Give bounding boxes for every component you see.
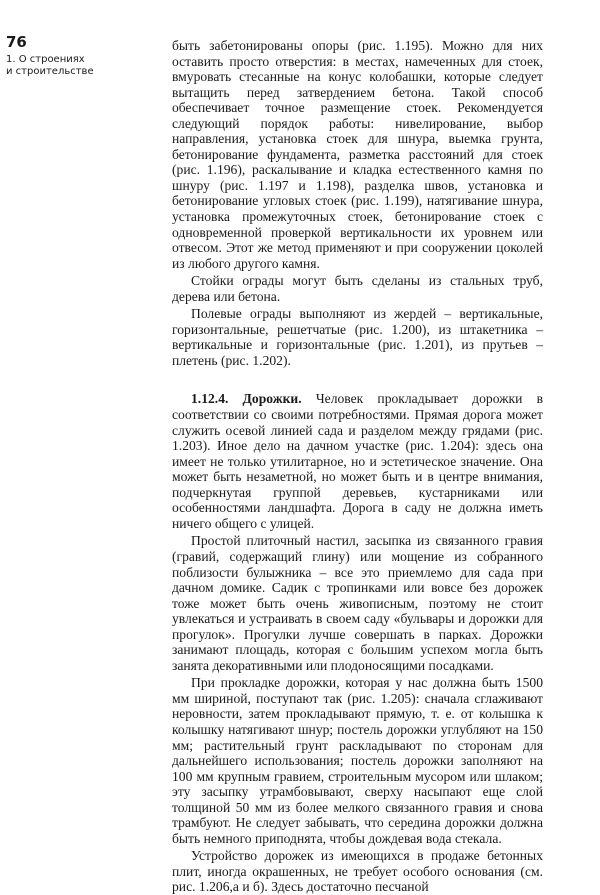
- main-text-column: [172, 38, 543, 895]
- paragraph-continued: быть забетонированы опоры (рис. 1.195). Можно для них оставить просто отверстия: в местах, намеченных для стоек, вмуровать стесанные на конус колобашки, которые следует вытащить перед затвердением бетона. Такой способ обеспечивает точное размещение стоек. Рекомендуется следующий порядок работы: нивелирование, выбор направления, установка стоек для шнура, выемка грунта, бетонирование фундамента, разметка расстояний для стоек (рис. 1.196), раскалывание и кладка естественного камня по шнуру (рис. 1.197 и 1.198), разделка швов, установка и бетонирование угловых стоек (рис. 1.199), натягивание шнура, установка промежуточных стоек, бетонирование стоек с одновременной проверкой вертикальности их уровнем или отвесом. Этот же метод применяют и при сооружении цоколей из любого другого камня.: [172, 38, 543, 271]
- paragraph: Полевые ограды выполняют из жердей – вертикальные, горизонтальные, решетчатые (рис. 1.200), из штакетника – вертикальные и горизонтальные (рис. 1.201), из прутьев – плетень (рис. 1.202).: [172, 306, 543, 368]
- paragraph: При прокладке дорожки, которая у нас должна быть 1500 мм шириной, поступают так (рис. 1.205): сначала сглаживают неровности, затем прокладывают прямую, т. е. от колышка к колышку натягивают шнур; постель дорожки углубляют на 150 мм; растительный грунт раскладывают по сторонам для дальнейшего использования; постель дорожки заполняют на 100 мм крупным гравием, строительным мусором или шлаком; эту засыпку утрамбовывают, сверху насыпают еще слой толщиной 50 мм из более мелкого связанного гравия и снова трамбуют. Не следует забывать, что середина дорожки должна быть немного приподнята, чтобы дождевая вода стекала.: [172, 675, 543, 846]
- running-head-line-2: и строительстве: [6, 66, 94, 77]
- paragraph: Стойки ограды могут быть сделаны из стальных труб, дерева или бетона.: [172, 273, 543, 304]
- section-heading: 1.12.4. Дорожки.: [191, 391, 302, 407]
- page-number: 76: [6, 33, 27, 51]
- running-head-line-1: 1. О строениях: [6, 54, 85, 65]
- section-paragraph-text: Человек прокладывает дорожки в соответствии со своими потребностями. Прямая дорога может служить осевой линией сада и разделом между грядами (рис. 1.203). Иное дело на дачном участке (рис. 1.204): здесь она имеет не только утилитарное, но и эстетическое значение. Она может быть незаметной, но может быть и в центре внимания, подчеркнутая группой деревьев, кустарниками или особенностями ландшафта. Дорога в саду не должна иметь ничего общего с улицей.: [172, 391, 544, 531]
- section-paragraph-dorozhki: [172, 391, 543, 531]
- margin-column: [6, 34, 156, 78]
- paragraph: Простой плиточный настил, засыпка из связанного гравия (гравий, содержащий глину) или мощение из собранного поблизости булыжника – все это приемлемо для сада при дачном домике. Садик с тропинками или вовсе без дорожек тоже может быть очень живописным, поэтому не стоит увлекаться и устраивать в своем саду «бульвары и дорожки для прогулок». Прогулки лучше совершать в парках. Дорожки занимают площадь, которая с большим успехом могла быть занята декоративными или плодоносящими посадками.: [172, 533, 543, 673]
- paragraph: Устройство дорожек из имеющихся в продаже бетонных плит, иногда окрашенных, не требует особого основания (см. рис. 1.206,а и б). Здесь достаточно песчаной: [172, 848, 543, 895]
